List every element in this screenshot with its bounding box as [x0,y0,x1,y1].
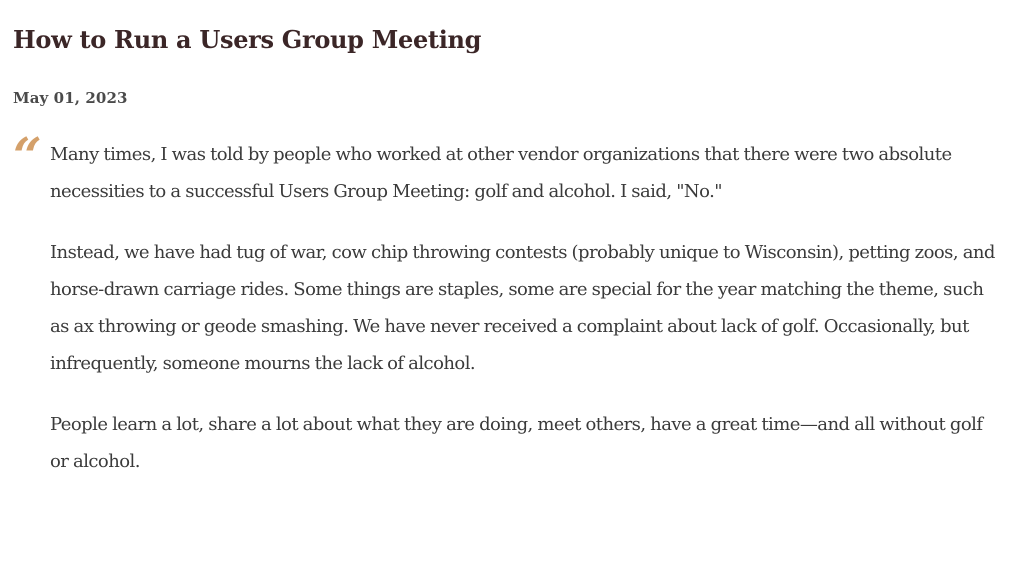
quote-paragraph: Many times, I was told by people who worked at other vendor organizations that there were two absolute necessities to a successful Users Group Meeting: golf and alcohol. I said, "No." [50,144,952,202]
blockquote [50,136,1002,504]
open-quote-icon: “ [13,126,42,185]
quote-paragraph: People learn a lot, share a lot about what they are doing, meet others, have a great time—and all without golf or alcohol. [50,414,983,472]
article-date: May 01, 2023 [13,89,128,107]
article-title: How to Run a Users Group Meeting [13,25,482,54]
quote-paragraph: Instead, we have had tug of war, cow chip throwing contests (probably unique to Wisconsin), petting zoos, and horse-drawn carriage rides. Some things are staples, some are special for the year matching the theme, such as ax throwing or geode smashing. We have never received a complaint about lack of golf. Occasionally, but infrequently, someone mourns the lack of alcohol. [50,242,995,374]
